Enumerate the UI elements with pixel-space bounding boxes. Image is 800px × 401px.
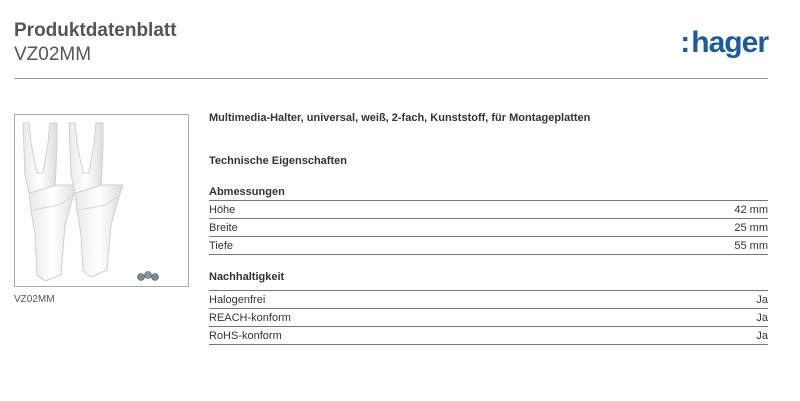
spec-value: 55 mm	[734, 240, 768, 252]
spec-label: RoHS-konform	[209, 330, 282, 342]
spec-label: REACH-konform	[209, 312, 291, 324]
dimensions-table	[209, 200, 768, 255]
spec-value: Ja	[756, 294, 768, 306]
article-number: VZ02MM	[14, 44, 92, 65]
spec-value: Ja	[756, 330, 768, 342]
spec-label: Halogenfrei	[209, 294, 266, 306]
spec-label: Breite	[209, 222, 238, 234]
product-description: Multimedia-Halter, universal, weiß, 2-fach, Kunststoff, für Montageplatten	[209, 112, 591, 124]
technical-heading: Technische Eigenschaften	[209, 155, 347, 167]
spec-row-height	[209, 200, 768, 218]
sustainability-heading: Nachhaltigkeit	[209, 271, 285, 283]
spec-value: 42 mm	[734, 204, 768, 216]
image-caption: VZ02MM	[14, 294, 55, 305]
page-title: Produktdatenblatt	[14, 20, 177, 41]
spec-label: Tiefe	[209, 240, 234, 252]
spec-row-depth	[209, 236, 768, 255]
spec-value: 25 mm	[734, 222, 768, 234]
spec-row-rohs	[209, 326, 768, 345]
dimensions-heading: Abmessungen	[209, 186, 285, 198]
spec-value: Ja	[756, 312, 768, 324]
spec-row-reach	[209, 308, 768, 326]
sustainability-table	[209, 290, 768, 345]
spec-row-halogen-free	[209, 290, 768, 308]
spec-label: Höhe	[209, 204, 236, 216]
header-divider	[14, 78, 768, 79]
spec-row-width	[209, 218, 768, 236]
multimedia-holder-illustration	[15, 115, 188, 286]
hager-logo: :hager	[680, 26, 768, 59]
logo-text: hager	[691, 26, 768, 59]
product-image	[14, 114, 189, 287]
